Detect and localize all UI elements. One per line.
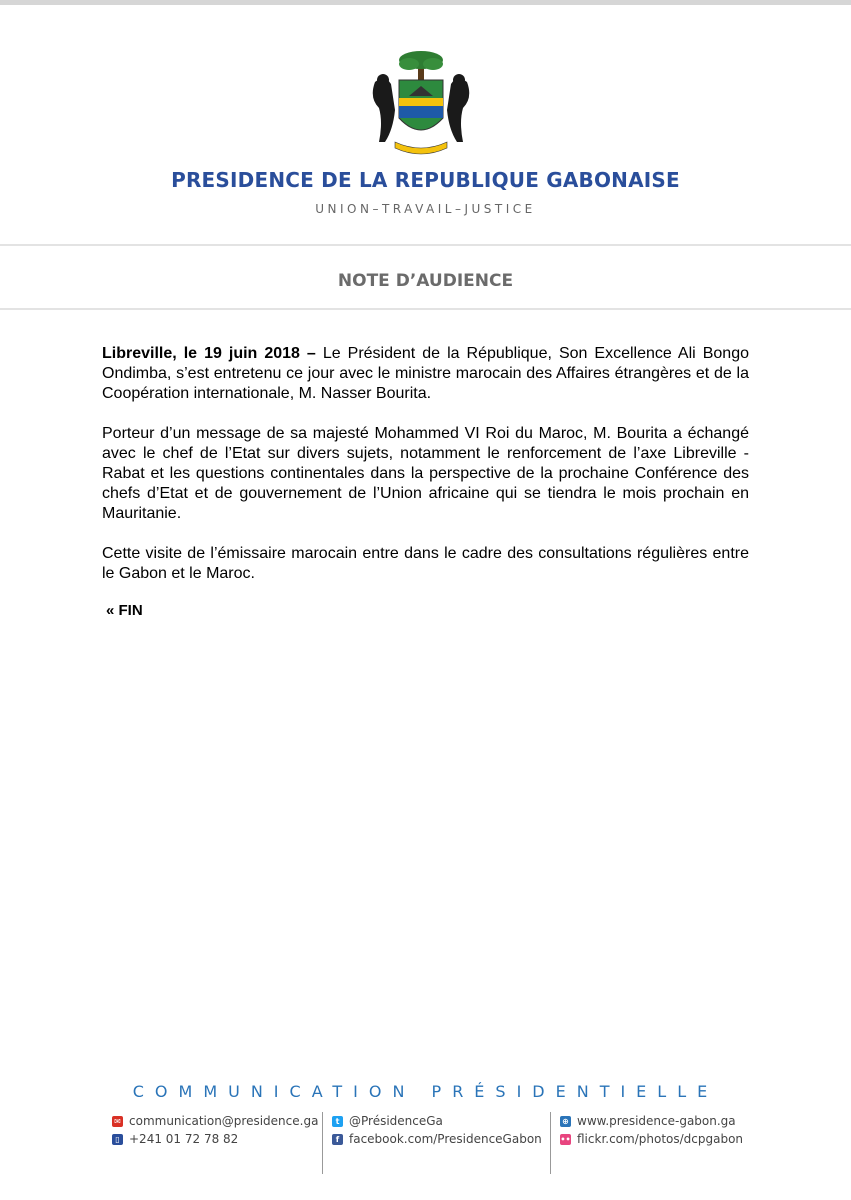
footer-flickr[interactable]: flickr.com/photos/dcpgabon [577, 1132, 744, 1146]
document-body [102, 344, 749, 604]
footer-email-row [112, 1112, 318, 1130]
dateline: Libreville, le 19 juin 2018 – [102, 345, 316, 362]
paragraph-3: Cette visite de l’émissaire marocain entre dans le cadre des consultations régulières entre le Gabon et le Maroc. [102, 545, 749, 582]
footer-twitter-row [332, 1112, 542, 1130]
footer-social-column [332, 1112, 542, 1148]
footer-facebook-row [332, 1130, 542, 1148]
paragraph-1 [102, 344, 749, 404]
national-motto: UNION–TRAVAIL–JUSTICE [315, 202, 536, 216]
footer-separator [550, 1112, 551, 1174]
footer-website-row [560, 1112, 743, 1130]
footer-contact-column [112, 1112, 318, 1148]
footer-phone-row [112, 1130, 318, 1148]
twitter-icon: t [332, 1116, 343, 1127]
footer-title: COMMUNICATION PRÉSIDENTIELLE [132, 1082, 719, 1101]
coat-of-arms-icon [361, 50, 481, 160]
footer-facebook[interactable]: facebook.com/PresidenceGabon [349, 1132, 542, 1146]
presidency-title: PRESIDENCE DE LA REPUBLIQUE GABONAISE [171, 168, 680, 192]
divider-top [0, 244, 851, 246]
document-title: NOTE D’AUDIENCE [337, 271, 514, 291]
flickr-icon: •• [560, 1134, 571, 1144]
footer-website[interactable]: www.presidence-gabon.ga [577, 1114, 736, 1128]
top-border [0, 0, 851, 5]
footer-twitter[interactable]: @PrésidenceGa [349, 1114, 443, 1128]
email-icon: ✉ [112, 1116, 123, 1127]
globe-icon: ⊕ [560, 1116, 571, 1127]
footer-separator [322, 1112, 323, 1174]
footer-web-column [560, 1112, 743, 1148]
footer-phone[interactable]: +241 01 72 78 82 [129, 1132, 239, 1146]
paragraph-2: Porteur d’un message de sa majesté Mohammed VI Roi du Maroc, M. Bourita a échangé avec le chef de l’Etat sur divers sujets, notamment le renforcement de l’axe Libreville - Rabat et les questions continentales dans la perspective de la prochaine Conférence des chefs d’Etat et de gouvernement de l’Union africaine qui se tiendra le mois prochain en Mauritanie. [102, 425, 749, 522]
phone-icon: ▯ [112, 1134, 123, 1145]
facebook-icon: f [332, 1134, 343, 1145]
divider-bottom [0, 308, 851, 310]
end-marker: « FIN [106, 602, 143, 619]
paragraph-1-text: Le Président de la République, Son Excellence Ali Bongo Ondimba, s’est entretenu ce jour avec le ministre marocain des Affaires étrangères et de la Coopération internationale, M. Nasser Bourita. [102, 345, 749, 402]
footer-flickr-row [560, 1130, 743, 1148]
footer-email[interactable]: communication@presidence.ga [129, 1114, 319, 1128]
